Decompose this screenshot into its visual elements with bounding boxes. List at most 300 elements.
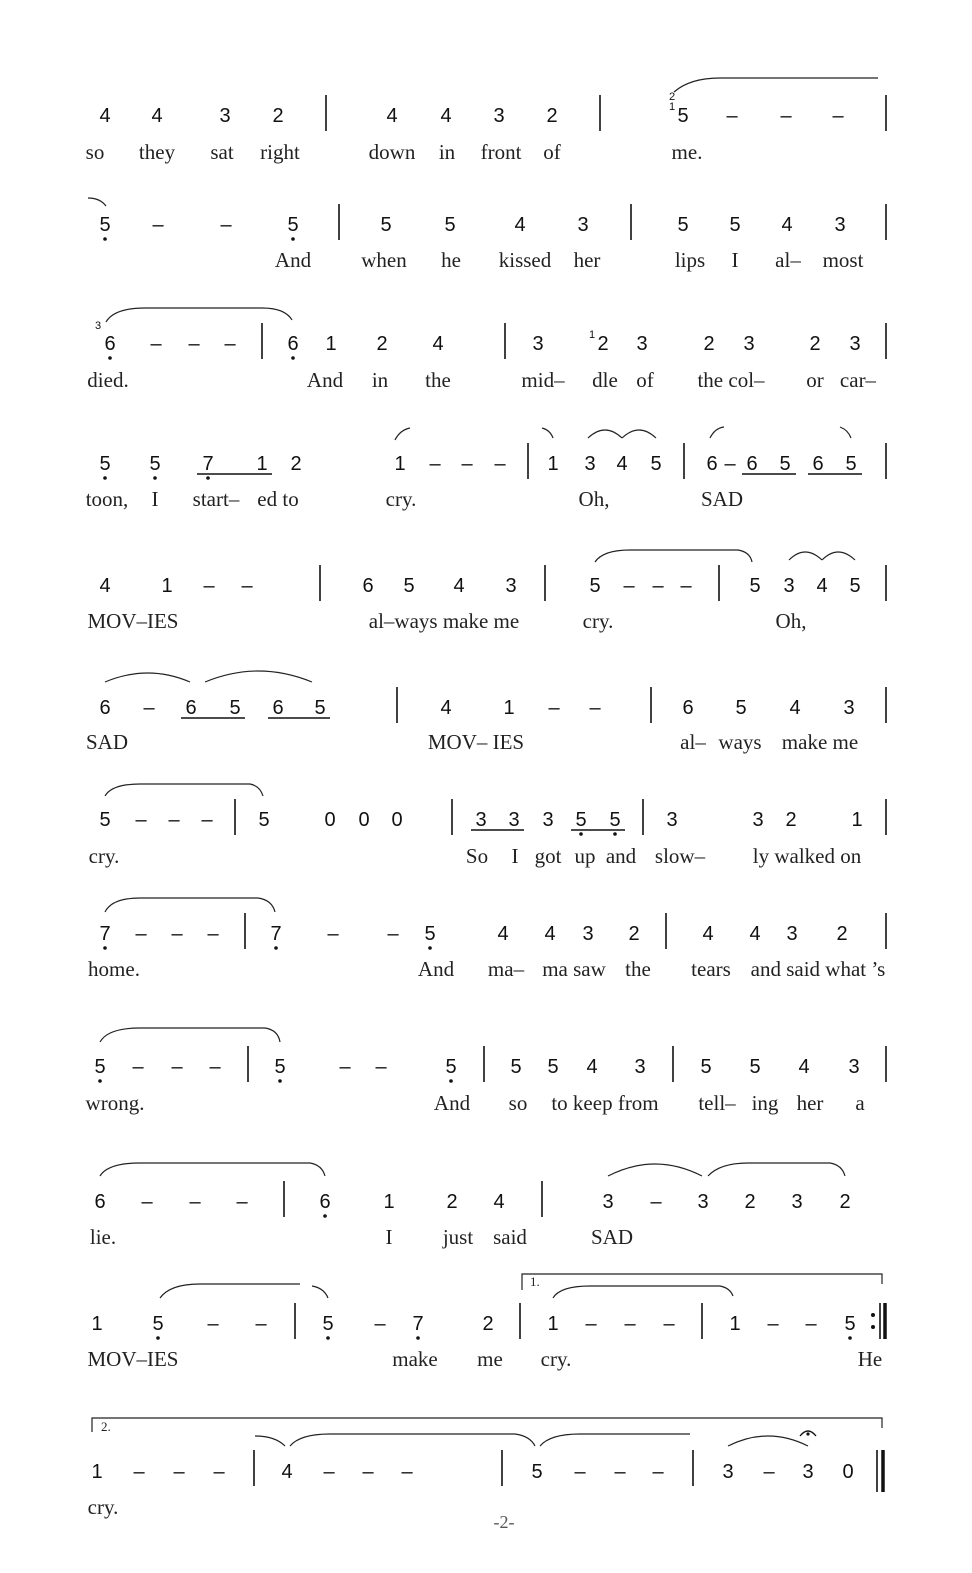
note: 7	[270, 923, 282, 945]
lyric: so	[85, 140, 105, 164]
low-octave-dot	[278, 1079, 282, 1083]
lyric: And	[274, 248, 312, 272]
note: 3	[493, 105, 505, 127]
dash: –	[763, 1461, 775, 1483]
low-octave-dot	[153, 476, 157, 480]
lyric: the col–	[697, 368, 765, 392]
note: 3	[505, 575, 517, 597]
lyric: car–	[839, 368, 877, 392]
dash: –	[207, 1313, 219, 1335]
note: 4	[616, 453, 628, 475]
lyric: ways	[718, 730, 762, 754]
dash: –	[623, 575, 635, 597]
note: 2	[482, 1313, 494, 1335]
lyric: ma–	[487, 957, 525, 981]
note: 5	[287, 214, 299, 236]
lyric: the	[625, 957, 651, 981]
dash: –	[220, 214, 232, 236]
volta-bracket	[522, 1274, 882, 1290]
lyric: home.	[88, 957, 140, 981]
note: 4	[789, 697, 801, 719]
note: 5	[779, 453, 791, 475]
dash: –	[241, 575, 253, 597]
dash: –	[213, 1461, 225, 1483]
note: 6	[185, 697, 197, 719]
lyric: ed to	[257, 487, 299, 511]
lyric: tell–	[698, 1091, 736, 1115]
lyric: the	[425, 368, 451, 392]
low-octave-dot	[206, 476, 210, 480]
note: 3	[584, 453, 596, 475]
dash: –	[150, 333, 162, 355]
lyric: right	[260, 140, 300, 164]
lyric: and	[605, 844, 637, 868]
lyric: just	[442, 1225, 474, 1249]
dash: –	[201, 809, 213, 831]
note: 6	[99, 697, 111, 719]
slur	[105, 673, 190, 682]
repeat-end-barline	[871, 1303, 885, 1339]
lyric: or	[806, 368, 824, 392]
note: 5	[445, 1056, 457, 1078]
note: 7	[99, 923, 111, 945]
dash: –	[362, 1461, 374, 1483]
dash: –	[624, 1313, 636, 1335]
lyric: make	[392, 1347, 438, 1371]
grace-note: 1	[668, 101, 676, 113]
note: 3	[602, 1191, 614, 1213]
dash: –	[614, 1461, 626, 1483]
dash: –	[135, 923, 147, 945]
slur	[255, 1436, 285, 1446]
lyric: SAD	[85, 730, 129, 754]
note: 5	[258, 809, 270, 831]
lyric: Oh,	[578, 487, 610, 511]
low-octave-dot	[108, 356, 112, 360]
lyric: got	[534, 844, 562, 868]
dash: –	[374, 1313, 386, 1335]
dash: –	[387, 923, 399, 945]
note: 1	[325, 333, 337, 355]
repeat-dot	[871, 1325, 875, 1329]
slur	[822, 552, 855, 560]
note: 1	[547, 1313, 559, 1335]
lyric: cry.	[540, 1347, 572, 1371]
lyric: al–	[775, 248, 801, 272]
dash: –	[574, 1461, 586, 1483]
dash: –	[143, 697, 155, 719]
note: 3	[697, 1191, 709, 1213]
low-octave-dot	[613, 832, 617, 836]
lyric: He	[857, 1347, 883, 1371]
note: 4	[493, 1191, 505, 1213]
system-7	[89, 784, 886, 868]
lyric: ly walked on	[752, 844, 862, 868]
system-6	[86, 671, 886, 754]
low-octave-dot	[103, 476, 107, 480]
slur	[622, 430, 656, 438]
note: 5	[589, 575, 601, 597]
slur	[100, 1028, 280, 1042]
lyric: Oh,	[775, 609, 807, 633]
lyric: kissed	[498, 248, 552, 272]
note: 0	[358, 809, 370, 831]
lyric: most	[822, 248, 864, 272]
dash: –	[726, 105, 738, 127]
lyric: ing	[751, 1091, 779, 1115]
note: 3	[532, 333, 544, 355]
lyric: front	[480, 140, 522, 164]
dash: –	[188, 333, 200, 355]
note: 6	[319, 1191, 331, 1213]
low-octave-dot	[416, 1336, 420, 1340]
lyric: cry.	[87, 1495, 119, 1519]
dash: –	[724, 453, 736, 475]
note: 3	[743, 333, 755, 355]
dash: –	[171, 923, 183, 945]
lyric: I	[151, 487, 159, 511]
note: 5	[322, 1313, 334, 1335]
note: 5	[510, 1056, 522, 1078]
note: 5	[749, 1056, 761, 1078]
note: 2	[272, 105, 284, 127]
lyric: lips	[674, 248, 706, 272]
lyric: ma saw	[542, 957, 606, 981]
dash: –	[767, 1313, 779, 1335]
note: 3	[786, 923, 798, 945]
note: 1	[91, 1461, 103, 1483]
dash: –	[589, 697, 601, 719]
volta-bracket	[92, 1418, 882, 1432]
slur	[395, 428, 410, 440]
grace-note: 2	[668, 91, 676, 103]
dash: –	[327, 923, 339, 945]
system-5	[87, 550, 886, 633]
note: 2	[376, 333, 388, 355]
lyric: make me	[781, 730, 859, 754]
slur	[608, 1164, 702, 1176]
system-8	[88, 898, 886, 981]
note: 3	[508, 809, 520, 831]
note: 1	[394, 453, 406, 475]
lyric: cry.	[88, 844, 120, 868]
note: 1	[161, 575, 173, 597]
system-9	[86, 1028, 886, 1115]
lyric: wrong.	[85, 1091, 145, 1115]
note: 6	[272, 697, 284, 719]
slur	[728, 1436, 808, 1446]
note: 1	[851, 809, 863, 831]
note: 5	[99, 453, 111, 475]
lyric: cry.	[385, 487, 417, 511]
note: 4	[749, 923, 761, 945]
system-10	[90, 1163, 851, 1249]
note: 3	[219, 105, 231, 127]
dash: –	[548, 697, 560, 719]
note: 4	[432, 333, 444, 355]
lyric: said	[493, 1225, 527, 1249]
note: 5	[94, 1056, 106, 1078]
lyric: And	[306, 368, 344, 392]
lyric: And	[433, 1091, 471, 1115]
note: 2	[446, 1191, 458, 1213]
slur	[588, 430, 622, 438]
lyric: of	[636, 368, 654, 392]
lyric: so	[508, 1091, 528, 1115]
note: 3	[475, 809, 487, 831]
note: 4	[440, 697, 452, 719]
grace-note: 3	[94, 320, 102, 332]
lyric: MOV–IES	[87, 609, 179, 633]
slur	[105, 784, 263, 796]
dash: –	[189, 1191, 201, 1213]
slur	[674, 78, 878, 92]
dash: –	[323, 1461, 335, 1483]
lyric: and said what ’s	[750, 957, 886, 981]
lyric: of	[543, 140, 561, 164]
volta-label: 2.	[101, 1419, 111, 1434]
dash: –	[680, 575, 692, 597]
note: 3	[843, 697, 855, 719]
system-2	[88, 198, 886, 272]
note: 4	[151, 105, 163, 127]
repeat-dot	[871, 1313, 875, 1317]
low-octave-dot	[848, 1336, 852, 1340]
low-octave-dot	[323, 1214, 327, 1218]
note: 4	[497, 923, 509, 945]
slur	[105, 898, 275, 912]
lyric: MOV– IES	[427, 730, 525, 754]
lyric: So	[465, 844, 489, 868]
note: 5	[849, 575, 861, 597]
dash: –	[375, 1056, 387, 1078]
note: 6	[812, 453, 824, 475]
lyric: toon,	[85, 487, 129, 511]
note: 5	[729, 214, 741, 236]
note: 1	[256, 453, 268, 475]
dash: –	[173, 1461, 185, 1483]
dash: –	[152, 214, 164, 236]
note: 6	[746, 453, 758, 475]
dash: –	[236, 1191, 248, 1213]
note: 4	[386, 105, 398, 127]
note: 3	[848, 1056, 860, 1078]
slur	[789, 552, 822, 560]
lyric: up	[574, 844, 596, 868]
note: 4	[544, 923, 556, 945]
low-octave-dot	[103, 237, 107, 241]
slur	[840, 427, 851, 438]
lyric: sat	[210, 140, 234, 164]
lyric: they	[138, 140, 176, 164]
note: 4	[453, 575, 465, 597]
dash: –	[255, 1313, 267, 1335]
note: 2	[744, 1191, 756, 1213]
note: 5	[531, 1461, 543, 1483]
note: 5	[152, 1313, 164, 1335]
note: 4	[514, 214, 526, 236]
note: 2	[839, 1191, 851, 1213]
note: 5	[444, 214, 456, 236]
dash: –	[652, 1461, 664, 1483]
note: 6	[287, 333, 299, 355]
note: 7	[202, 453, 214, 475]
system-11	[87, 1274, 885, 1371]
slur	[205, 671, 312, 682]
note: 0	[391, 809, 403, 831]
note: 2	[628, 923, 640, 945]
note: 6	[104, 333, 116, 355]
note: 4	[586, 1056, 598, 1078]
dash: –	[780, 105, 792, 127]
volta-label: 1.	[530, 1274, 540, 1289]
note: 6	[94, 1191, 106, 1213]
lyric: her	[573, 248, 601, 272]
note: 3	[849, 333, 861, 355]
lyric: down	[368, 140, 416, 164]
note: 5	[99, 809, 111, 831]
lyric: me	[477, 1347, 503, 1371]
note: 3	[582, 923, 594, 945]
lyric: I	[385, 1225, 393, 1249]
note: 5	[677, 214, 689, 236]
note: 3	[634, 1056, 646, 1078]
lyric: cry.	[582, 609, 614, 633]
lyric: I	[511, 844, 519, 868]
slur	[710, 427, 724, 438]
note: 3	[666, 809, 678, 831]
note: 5	[575, 809, 587, 831]
slur	[88, 198, 106, 206]
lyric: a	[855, 1091, 865, 1115]
note: 5	[403, 575, 415, 597]
note: 6	[706, 453, 718, 475]
dash: –	[207, 923, 219, 945]
slur	[553, 1286, 733, 1298]
note: 5	[845, 453, 857, 475]
lyric: start–	[192, 487, 240, 511]
slur	[106, 308, 292, 322]
note: 3	[542, 809, 554, 831]
dash: –	[209, 1056, 221, 1078]
slur	[540, 1434, 690, 1446]
dash: –	[203, 575, 215, 597]
low-octave-dot	[326, 1336, 330, 1340]
page-number: -2-	[493, 1512, 515, 1532]
note: 5	[314, 697, 326, 719]
note: 3	[783, 575, 795, 597]
slur	[595, 550, 752, 562]
slur	[290, 1434, 535, 1446]
dash: –	[663, 1313, 675, 1335]
note: 4	[816, 575, 828, 597]
dash: –	[141, 1191, 153, 1213]
low-octave-dot	[291, 237, 295, 241]
note: 1	[729, 1313, 741, 1335]
lyric: mid–	[521, 368, 565, 392]
lyric: I	[731, 248, 739, 272]
note: 4	[798, 1056, 810, 1078]
note: 5	[424, 923, 436, 945]
dash: –	[168, 809, 180, 831]
low-octave-dot	[579, 832, 583, 836]
dash: –	[461, 453, 473, 475]
low-octave-dot	[274, 946, 278, 950]
slur	[542, 428, 553, 438]
note: 2	[809, 333, 821, 355]
note: 1	[547, 453, 559, 475]
note: 7	[412, 1313, 424, 1335]
grace-note: 1	[588, 329, 596, 341]
note: 1	[503, 697, 515, 719]
note: 4	[99, 105, 111, 127]
low-octave-dot	[103, 946, 107, 950]
fermata-icon	[800, 1431, 816, 1436]
note: 3	[752, 809, 764, 831]
note: 5	[547, 1056, 559, 1078]
note: 2	[785, 809, 797, 831]
note: 1	[383, 1191, 395, 1213]
system-4	[86, 427, 886, 511]
dash: –	[339, 1056, 351, 1078]
note: 5	[700, 1056, 712, 1078]
note: 5	[149, 453, 161, 475]
lyric: me.	[671, 140, 703, 164]
dash: –	[132, 1056, 144, 1078]
slur	[708, 1163, 845, 1176]
slur	[100, 1163, 325, 1176]
note: 2	[546, 105, 558, 127]
dash: –	[224, 333, 236, 355]
lyric: he	[441, 248, 461, 272]
lyric: dle	[592, 368, 618, 392]
note: 3	[802, 1461, 814, 1483]
system-1	[86, 78, 886, 164]
note: 5	[274, 1056, 286, 1078]
note: 5	[229, 697, 241, 719]
dash: –	[133, 1461, 145, 1483]
dash: –	[135, 809, 147, 831]
note: 3	[577, 214, 589, 236]
note: 6	[362, 575, 374, 597]
note: 3	[834, 214, 846, 236]
note: 1	[91, 1313, 103, 1335]
lyric: when	[361, 248, 407, 272]
lyric: slow–	[654, 844, 706, 868]
note: 3	[722, 1461, 734, 1483]
low-octave-dot	[291, 356, 295, 360]
note: 0	[324, 809, 336, 831]
lyric: her	[796, 1091, 824, 1115]
note: 4	[99, 575, 111, 597]
note: 5	[749, 575, 761, 597]
note: 5	[735, 697, 747, 719]
lyric: al–ways make me	[368, 609, 520, 633]
note: 5	[99, 214, 111, 236]
low-octave-dot	[449, 1079, 453, 1083]
note: 5	[677, 105, 689, 127]
system-3	[87, 308, 886, 392]
dash: –	[494, 453, 506, 475]
note: 2	[703, 333, 715, 355]
dash: –	[652, 575, 664, 597]
lyric: MOV–IES	[87, 1347, 179, 1371]
note: 4	[702, 923, 714, 945]
lyric: to keep from	[551, 1091, 659, 1115]
lyric: died.	[87, 368, 129, 392]
dash: –	[805, 1313, 817, 1335]
note: 2	[290, 453, 302, 475]
